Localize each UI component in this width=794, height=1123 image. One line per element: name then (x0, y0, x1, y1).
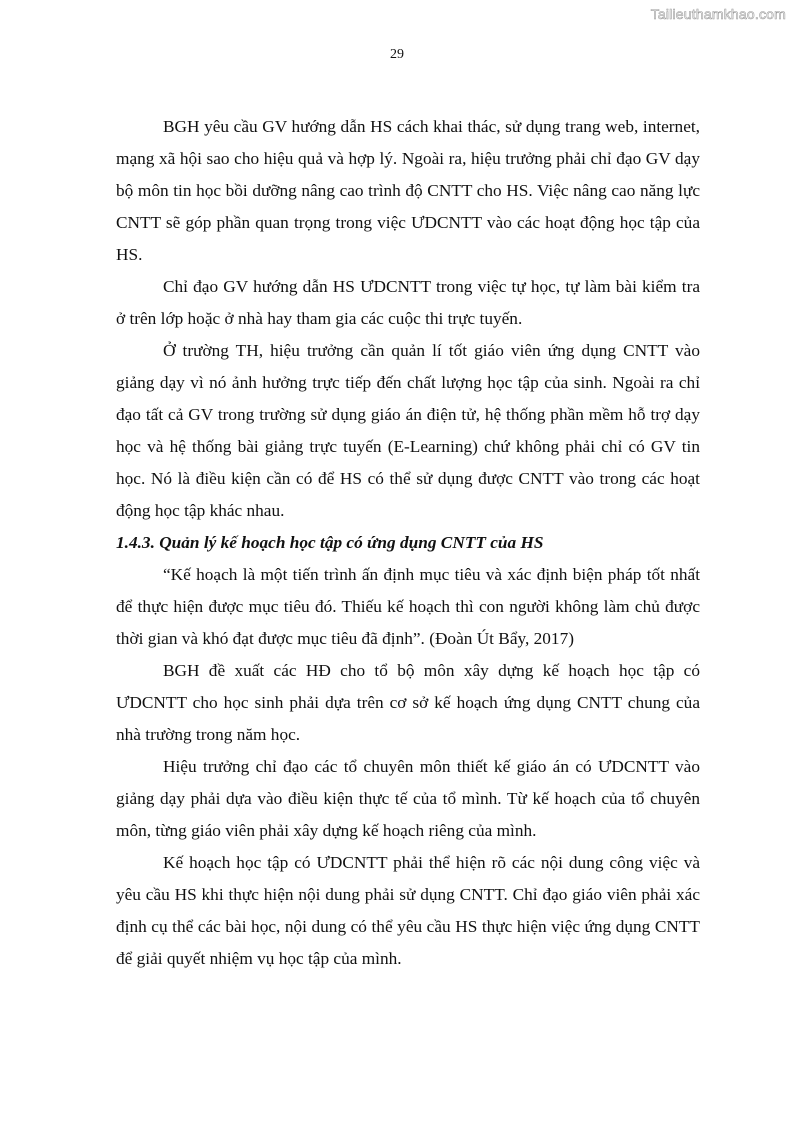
paragraph: BGH yêu cầu GV hướng dẫn HS cách khai thác, sử dụng trang web, internet, mạng xã hội sao cho hiệu quả và hợp lý. Ngoài ra, hiệu trưởng phải chỉ đạo GV dạy bộ môn tin học bồi dưỡng nâng cao trình độ CNTT cho HS. Việc nâng cao năng lực CNTT sẽ góp phần quan trọng trong việc ƯDCNTT vào các hoạt động học tập của HS. (116, 117, 700, 264)
paragraph: BGH đề xuất các HĐ cho tổ bộ môn xây dựng kế hoạch học tập có ƯDCNTT cho học sinh phải dựa trên cơ sở kế hoạch ứng dụng CNTT chung của nhà trường trong năm học. (116, 661, 700, 744)
section-heading: 1.4.3. Quản lý kế hoạch học tập có ứng dụng CNTT của HS (116, 533, 544, 552)
page-number: 29 (390, 47, 404, 62)
paragraph: Kế hoạch học tập có ƯDCNTT phải thể hiện rõ các nội dung công việc và yêu cầu HS khi thực hiện nội dung phải sử dụng CNTT. Chỉ đạo giáo viên phải xác định cụ thể các bài học, nội dung có thể yêu cầu HS thực hiện việc ứng dụng CNTT để giải quyết nhiệm vụ học tập của mình. (116, 853, 700, 968)
paragraph: Hiệu trưởng chỉ đạo các tổ chuyên môn thiết kế giáo án có ƯDCNTT vào giảng dạy phải dựa vào điều kiện thực tế của tổ mình. Từ kế hoạch của tổ chuyên môn, từng giáo viên phải xây dựng kế hoạch riêng của mình. (116, 757, 700, 840)
document-body (116, 111, 700, 975)
paragraph: “Kế hoạch là một tiến trình ấn định mục tiêu và xác định biện pháp tốt nhất để thực hiện được mục tiêu đó. Thiếu kế hoạch thì con người không làm chủ được thời gian và khó đạt được mục tiêu đã định”. (Đoàn Út Bẩy, 2017) (116, 565, 700, 648)
watermark-text: Tailieuthamkhao.com (650, 6, 786, 22)
paragraph: Chỉ đạo GV hướng dẫn HS ƯDCNTT trong việc tự học, tự làm bài kiểm tra ở trên lớp hoặc ở nhà hay tham gia các cuộc thi trực tuyến. (116, 277, 700, 328)
paragraph: Ở trường TH, hiệu trưởng cần quản lí tốt giáo viên ứng dụng CNTT vào giảng dạy vì nó ảnh hưởng trực tiếp đến chất lượng học tập của sinh. Ngoài ra chỉ đạo tất cả GV trong trường sử dụng giáo án điện tử, hệ thống phần mềm hỗ trợ dạy học và hệ thống bài giảng trực tuyến (E-Learning) chứ không phải chỉ có GV tin học. Nó là điều kiện cần có để HS có thể sử dụng được CNTT vào trong các hoạt động học tập khác nhau. (116, 341, 700, 520)
